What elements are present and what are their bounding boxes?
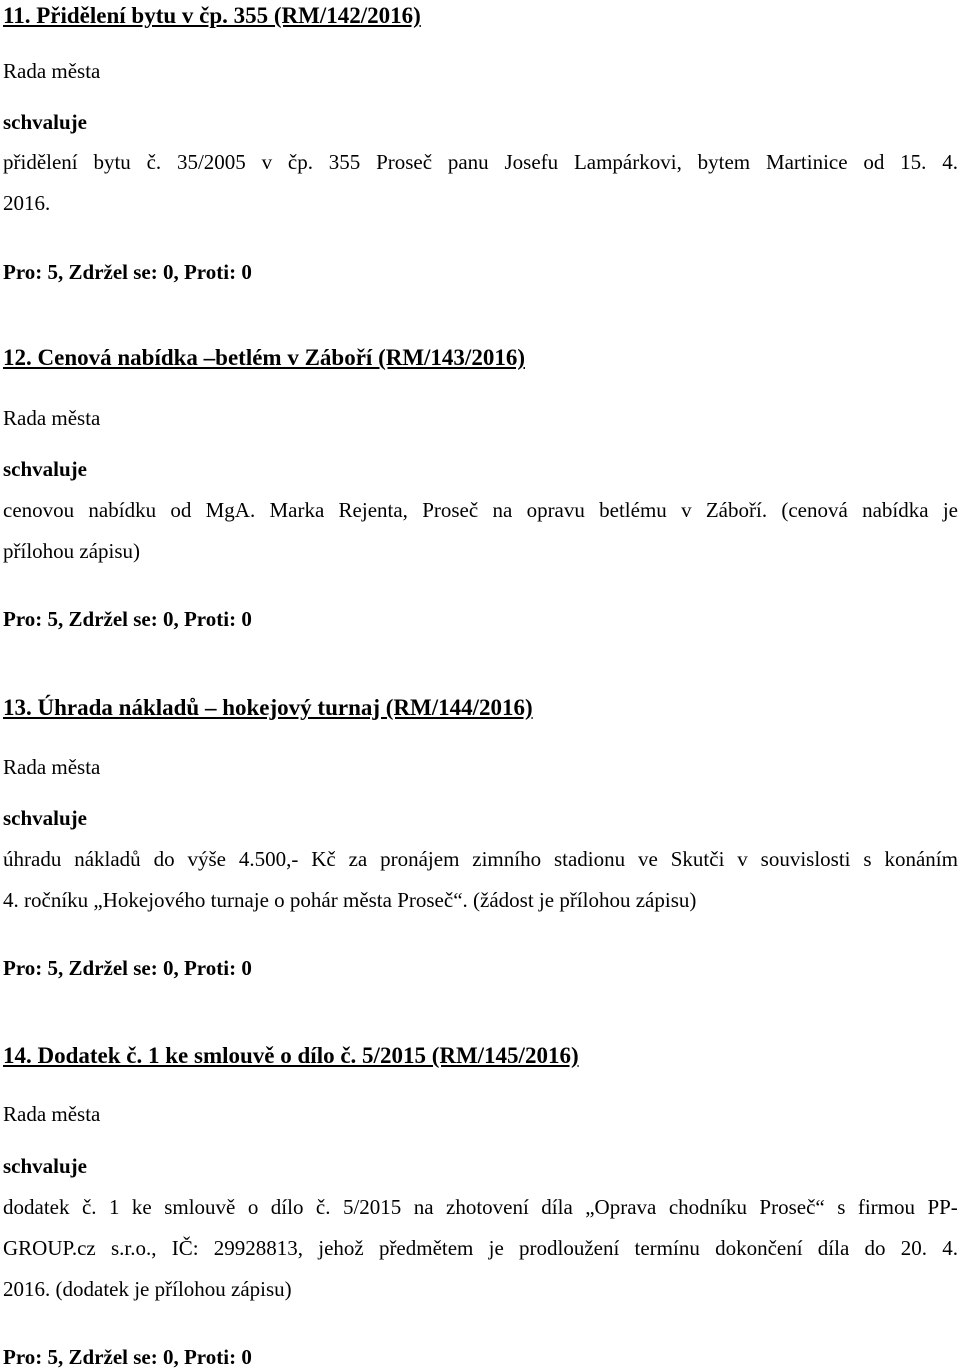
word: Lampárkovi, [573, 150, 682, 174]
word: cenovou [3, 498, 75, 522]
word: nabídka [862, 498, 929, 522]
word: Rejenta, [338, 498, 408, 522]
word: 15. [900, 150, 927, 174]
word: (cenová [781, 498, 848, 522]
word: stadionu [553, 847, 626, 871]
word: bytem [697, 150, 751, 174]
word: Josefu [504, 150, 559, 174]
item-11-text-line-1 [3, 150, 958, 174]
word: termínu [634, 1236, 700, 1260]
word: betlému [599, 498, 667, 522]
word: opravu [526, 498, 585, 522]
word: od [170, 498, 192, 522]
word: v [737, 847, 748, 871]
word: čp. [287, 150, 313, 174]
word: výše [187, 847, 226, 871]
word: díla [817, 1236, 850, 1260]
item-14-heading: 14. Dodatek č. 1 ke smlouvě o dílo č. 5/2015 (RM/145/2016) [3, 1043, 579, 1068]
word: č. [146, 150, 162, 174]
word: je [942, 498, 958, 522]
item-13-decision: schvaluje [3, 806, 87, 830]
word: na [492, 498, 513, 522]
word: s.r.o., [110, 1236, 157, 1260]
item-11-decision: schvaluje [3, 110, 87, 134]
word: Kč [311, 847, 336, 871]
word: dokončení [715, 1236, 803, 1260]
item-11-body: Rada města [3, 59, 101, 83]
word: jehož [318, 1236, 364, 1260]
word: v [681, 498, 692, 522]
word: Proseč [376, 150, 433, 174]
item-13-text-line-2: 4. ročníku „Hokejového turnaje o pohár města Proseč“. (žádost je přílohou zápisu) [3, 888, 697, 912]
word: úhradu [3, 847, 62, 871]
word: 1 [108, 1195, 120, 1219]
word: 20. [900, 1236, 927, 1260]
word: Martinice [765, 150, 848, 174]
word: prodloužení [519, 1236, 620, 1260]
item-12-decision: schvaluje [3, 457, 87, 481]
item-11-vote: Pro: 5, Zdržel se: 0, Proti: 0 [3, 260, 252, 284]
word: č. [315, 1195, 331, 1219]
word: díla [541, 1195, 573, 1219]
word: konáním [884, 847, 958, 871]
word: na [413, 1195, 434, 1219]
word: dodatek [3, 1195, 70, 1219]
word: do [153, 847, 175, 871]
item-14-vote: Pro: 5, Zdržel se: 0, Proti: 0 [3, 1345, 252, 1369]
word: zhotovení [446, 1195, 529, 1219]
word: MgA. [205, 498, 256, 522]
item-12-body: Rada města [3, 406, 101, 430]
word: panu [447, 150, 489, 174]
word: ve [638, 847, 658, 871]
word: s [863, 847, 872, 871]
word: chodníku [668, 1195, 747, 1219]
word: od [863, 150, 885, 174]
word: 4. [942, 150, 958, 174]
item-14-text-line-2 [3, 1236, 958, 1260]
word: s [837, 1195, 846, 1219]
word: za [348, 847, 368, 871]
word: 35/2005 [176, 150, 246, 174]
word: Marka [269, 498, 325, 522]
item-13-body: Rada města [3, 755, 101, 779]
word: dílo [270, 1195, 304, 1219]
word: o [247, 1195, 259, 1219]
word: 4. [942, 1236, 958, 1260]
word: Skutči [670, 847, 725, 871]
item-12-vote: Pro: 5, Zdržel se: 0, Proti: 0 [3, 607, 252, 631]
item-11-heading: 11. Přidělení bytu v čp. 355 (RM/142/2016) [3, 3, 421, 28]
item-13-heading: 13. Úhrada nákladů – hokejový turnaj (RM/144/2016) [3, 695, 533, 720]
item-14-body: Rada města [3, 1102, 101, 1126]
item-14-text-line-1 [3, 1195, 958, 1219]
word: je [488, 1236, 504, 1260]
word: Záboří. [705, 498, 768, 522]
word: bytu [93, 150, 131, 174]
word: 4.500,- [238, 847, 299, 871]
item-12-text-line-1 [3, 498, 958, 522]
item-12-text-line-2: přílohou zápisu) [3, 539, 141, 563]
item-13-text-line-1 [3, 847, 958, 871]
word: v [261, 150, 273, 174]
word: Proseč [422, 498, 479, 522]
word: GROUP.cz [3, 1236, 96, 1260]
word: 29928813, [213, 1236, 304, 1260]
word: firmou [857, 1195, 915, 1219]
item-13-vote: Pro: 5, Zdržel se: 0, Proti: 0 [3, 956, 252, 980]
word: smlouvě [164, 1195, 236, 1219]
item-11-text-line-2: 2016. [3, 191, 51, 215]
word: 355 [328, 150, 361, 174]
word: 5/2015 [342, 1195, 402, 1219]
word: předmětem [378, 1236, 474, 1260]
item-14-decision: schvaluje [3, 1154, 87, 1178]
word: ke [131, 1195, 152, 1219]
word: pronájem [380, 847, 460, 871]
word: PP- [927, 1195, 958, 1219]
word: přidělení [3, 150, 78, 174]
item-12-heading: 12. Cenová nabídka –betlém v Záboří (RM/143/2016) [3, 345, 525, 370]
word: č. [81, 1195, 97, 1219]
word: nabídku [88, 498, 157, 522]
word: Proseč“ [759, 1195, 825, 1219]
word: souvislosti [760, 847, 851, 871]
item-14-text-line-3: 2016. (dodatek je přílohou zápisu) [3, 1277, 292, 1301]
word: „Oprava [585, 1195, 657, 1219]
word: do [864, 1236, 886, 1260]
word: IČ: [171, 1236, 199, 1260]
word: nákladů [74, 847, 141, 871]
word: zimního [472, 847, 542, 871]
